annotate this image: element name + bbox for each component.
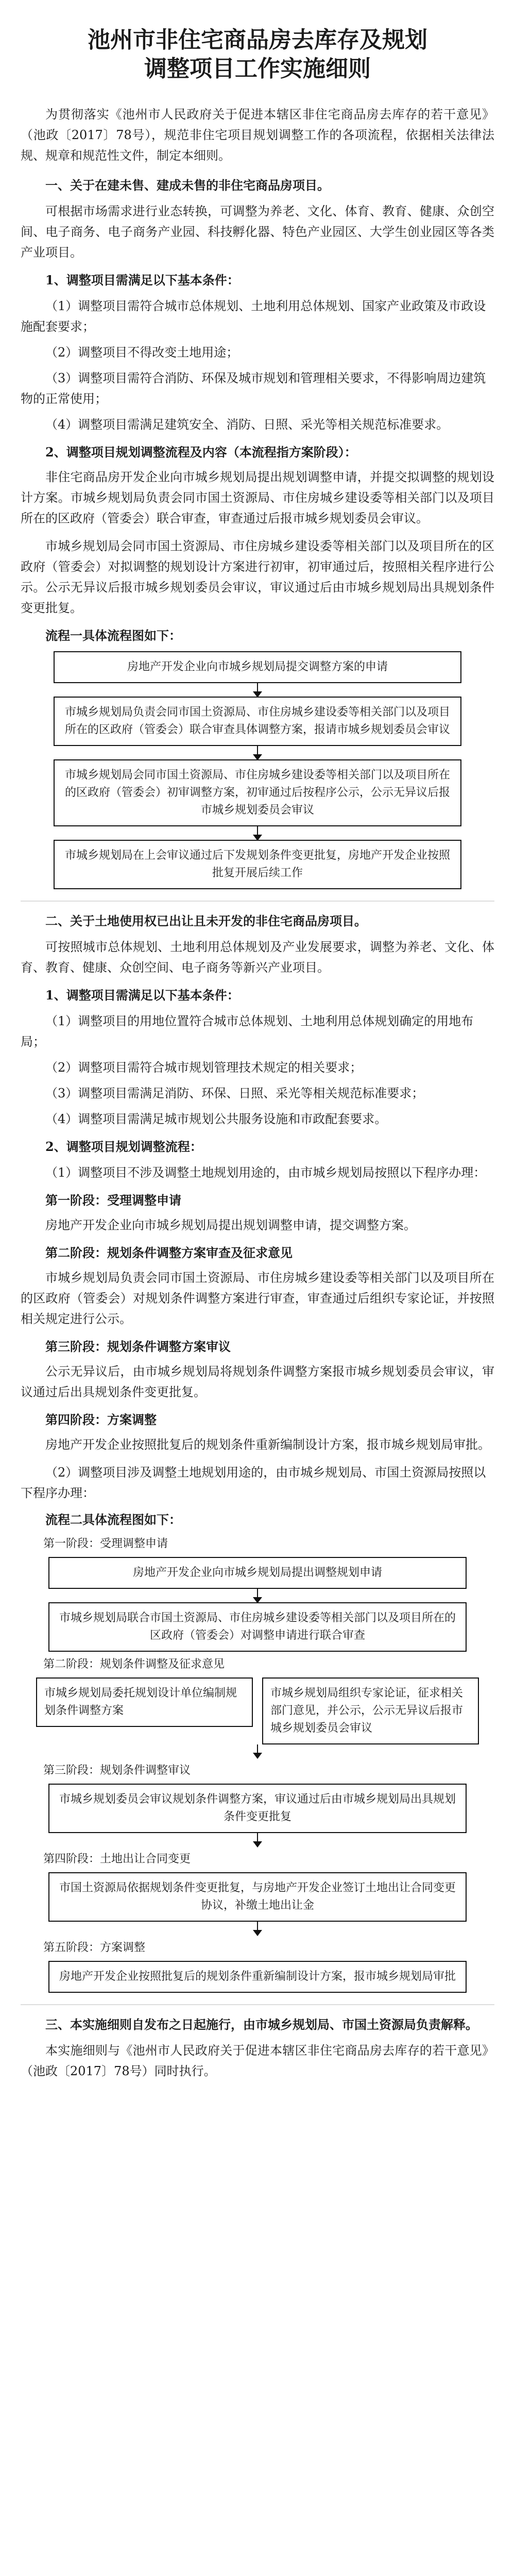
flowchart-2: [21, 1510, 494, 1993]
flowchart-2-row: [36, 1677, 479, 1744]
section-2-conditions-heading: 1、调整项目需满足以下基本条件：: [45, 988, 239, 1003]
section-1-process-heading: 2、调整项目规划调整流程及内容（本流程指方案阶段）：: [45, 445, 357, 460]
section-2-stage-1-text: 房地产开发企业向市城乡规划局提出规划调整申请，提交调整方案。: [45, 1218, 416, 1232]
flowchart-2-arrow-3: [257, 1833, 258, 1846]
flowchart-1: [21, 625, 494, 889]
flowchart-2-stage-1: 第一阶段：受理调整申请: [43, 1537, 168, 1550]
section-2-case-2-heading: （2）调整项目涉及调整土地规划用途的，由市城乡规划局、市国土资源局按照以下程序办理：: [21, 1465, 486, 1500]
title-line-1: 池州市非住宅商品房去库存及规划: [88, 27, 427, 53]
section-2-condition-1: （1）调整项目的用地位置符合城市总体规划、土地利用总体规划确定的用地布局；: [21, 1014, 474, 1049]
flowchart-2-stage-2: 第二阶段：规划条件调整及征求意见: [43, 1658, 225, 1671]
flowchart-1-box-2: 市城乡规划局负责会同市国土资源局、市住房城乡建设委等相关部门以及项目所在的区政府（管委会）联合审查具体调整方案，报请市城乡规划委员会审议: [54, 697, 461, 746]
section-1-process-paragraph-2: 市城乡规划局会同市国土资源局、市住房城乡建设委等相关部门以及项目所在的区政府（管委会）对拟调整的规划设计方案进行初审，初审通过后，按照相关程序进行公示。公示无异议后报市城乡规划委员会审议，审议通过后由市城乡规划局出具规划条件变更批复。: [21, 539, 494, 615]
title-line-2: 调整项目工作实施细则: [144, 56, 371, 82]
flowchart-2-box-b: 市城乡规划局联合市国土资源局、市住房城乡建设委等相关部门以及项目所在的区政府（管委会）对调整申请进行联合审查: [48, 1602, 467, 1652]
flowchart-2-box-a: 房地产开发企业向市城乡规划局提出调整规划申请: [48, 1557, 467, 1589]
flowchart-2-box-c: 市城乡规划委员会审议规划条件调整方案，审议通过后由市城乡规划局出具规划条件变更批复: [48, 1784, 467, 1833]
section-2-paragraph-1: 可按照城市总体规划、土地利用总体规划及产业发展要求，调整为养老、文化、体育、教育、健康、众创空间、电子商务等新兴产业项目。: [21, 940, 494, 975]
section-2-heading: 二、关于土地使用权已出让且未开发的非住宅商品房项目。: [45, 913, 367, 928]
flowchart-2-box-left: 市城乡规划局委托规划设计单位编制规划条件调整方案: [36, 1677, 253, 1727]
flowchart-1-title: 流程一具体流程图如下：: [45, 628, 181, 643]
section-divider: [21, 901, 494, 902]
flowchart-2-arrow-2: [257, 1744, 258, 1758]
flowchart-1-box-1: 房地产开发企业向市城乡规划局提交调整方案的申请: [54, 651, 461, 683]
flowchart-1-box-3: 市城乡规划局会同市国土资源局、市住房城乡建设委等相关部门以及项目所在的区政府（管委会）初审调整方案，初审通过后按程序公示，公示无异议后报市城乡规划委员会审议: [54, 759, 461, 826]
flowchart-1-arrow-3: [257, 826, 258, 840]
flowchart-2-title: 流程二具体流程图如下：: [45, 1512, 181, 1527]
section-1-condition-4: （4）调整项目需满足建筑安全、消防、日照、采光等相关规范标准要求。: [45, 417, 449, 432]
section-2-stage-3-title: 第三阶段：规划条件调整方案审议: [45, 1339, 231, 1354]
flowchart-1-box-4: 市城乡规划局在上会审议通过后下发规划条件变更批复，房地产开发企业按照批复开展后续工作: [54, 840, 461, 889]
section-2-stage-2-text: 市城乡规划局负责会同市国土资源局、市住房城乡建设委等相关部门以及项目所在的区政府（管委会）对规划条件调整方案进行审查，审查通过后组织专家论证，并按照相关规定进行公示。: [21, 1270, 494, 1326]
flowchart-2-arrow-1: [257, 1589, 258, 1602]
section-1-heading: 一、关于在建未售、建成未售的非住宅商品房项目。: [45, 178, 330, 193]
section-1-condition-2: （2）调整项目不得改变土地用途；: [45, 345, 239, 360]
section-3-paragraph: 本实施细则与《池州市人民政府关于促进本辖区非住宅商品房去库存的若干意见》（池政〔2017〕78号）同时执行。: [21, 2043, 494, 2078]
section-1-conditions-heading: 1、调整项目需满足以下基本条件：: [45, 273, 239, 287]
section-2-stage-1-title: 第一阶段：受理调整申请: [45, 1193, 181, 1208]
section-2-condition-4: （4）调整项目需满足城市规划公共服务设施和市政配套要求。: [45, 1112, 387, 1126]
section-3-heading: 三、本实施细则自发布之日起施行，由市城乡规划局、市国土资源局负责解释。: [45, 2017, 478, 2032]
section-2-case-1-heading: （1）调整项目不涉及调整土地规划用途的，由市城乡规划局按照以下程序办理：: [45, 1165, 486, 1180]
flowchart-2-stage-3: 第三阶段：规划条件调整审议: [43, 1764, 191, 1777]
flowchart-1-arrow-1: [257, 683, 258, 697]
section-1-process-paragraph-1: 非住宅商品房开发企业向市城乡规划局提出规划调整申请，并提交拟调整的规划设计方案。市城乡规划局负责会同市国土资源局、市住房城乡建设委等相关部门以及项目所在的区政府（管委会）联合审查，审查通过后报市城乡规划委员会审议。: [21, 470, 494, 526]
flowchart-2-box-right: 市城乡规划局组织专家论证，征求相关部门意见，并公示，公示无异议后报市城乡规划委员会审议: [262, 1677, 479, 1744]
section-1-condition-3: （3）调整项目需符合消防、环保及城市规划和管理相关要求，不得影响周边建筑物的正常使用；: [21, 371, 486, 406]
flowchart-2-stage-5: 第五阶段：方案调整: [43, 1941, 146, 1954]
flowchart-2-stage-4: 第四阶段：土地出让合同变更: [43, 1853, 191, 1866]
intro-paragraph: 为贯彻落实《池州市人民政府关于促进本辖区非住宅商品房去库存的若干意见》（池政〔2017〕78号），规范非住宅项目规划调整工作的各项流程，依据相关法律法规、规章和规范性文件，制定本细则。: [21, 107, 494, 163]
flowchart-2-col-right: [262, 1677, 479, 1744]
flowchart-2-arrow-4: [257, 1922, 258, 1935]
document-title: [21, 26, 494, 83]
section-2-condition-2: （2）调整项目需符合城市规划管理技术规定的相关要求；: [45, 1060, 363, 1075]
section-divider-2: [21, 2004, 494, 2005]
section-2-stage-4-title: 第四阶段：方案调整: [45, 1412, 157, 1427]
section-2-stage-3-text: 公示无异议后，由市城乡规划局将规划条件调整方案报市城乡规划委员会审议，审议通过后出具规划条件变更批复。: [21, 1364, 494, 1399]
section-2-process-heading: 2、调整项目规划调整流程：: [45, 1139, 202, 1154]
flowchart-1-arrow-2: [257, 746, 258, 759]
flowchart-2-box-d: 市国土资源局依据规划条件变更批复，与房地产开发企业签订土地出让合同变更协议，补缴土地出让金: [48, 1872, 467, 1922]
section-2-stage-4-text: 房地产开发企业按照批复后的规划条件重新编制设计方案，报市城乡规划局审批。: [45, 1437, 490, 1452]
section-2-condition-3: （3）调整项目需满足消防、环保、日照、采光等相关规范标准要求；: [45, 1086, 424, 1100]
flowchart-2-col-left: [36, 1677, 253, 1744]
section-1-condition-1: （1）调整项目需符合城市总体规划、土地利用总体规划、国家产业政策及市政设施配套要求；: [21, 299, 486, 334]
section-2-stage-2-title: 第二阶段：规划条件调整方案审查及征求意见: [45, 1245, 293, 1260]
section-1-paragraph-1: 可根据市场需求进行业态转换，可调整为养老、文化、体育、教育、健康、众创空间、电子商务、电子商务产业园、科技孵化器、特色产业园区、大学生创业园区等各类产业项目。: [21, 204, 494, 260]
flowchart-2-box-e: 房地产开发企业按照批复后的规划条件重新编制设计方案，报市城乡规划局审批: [48, 1961, 467, 1993]
